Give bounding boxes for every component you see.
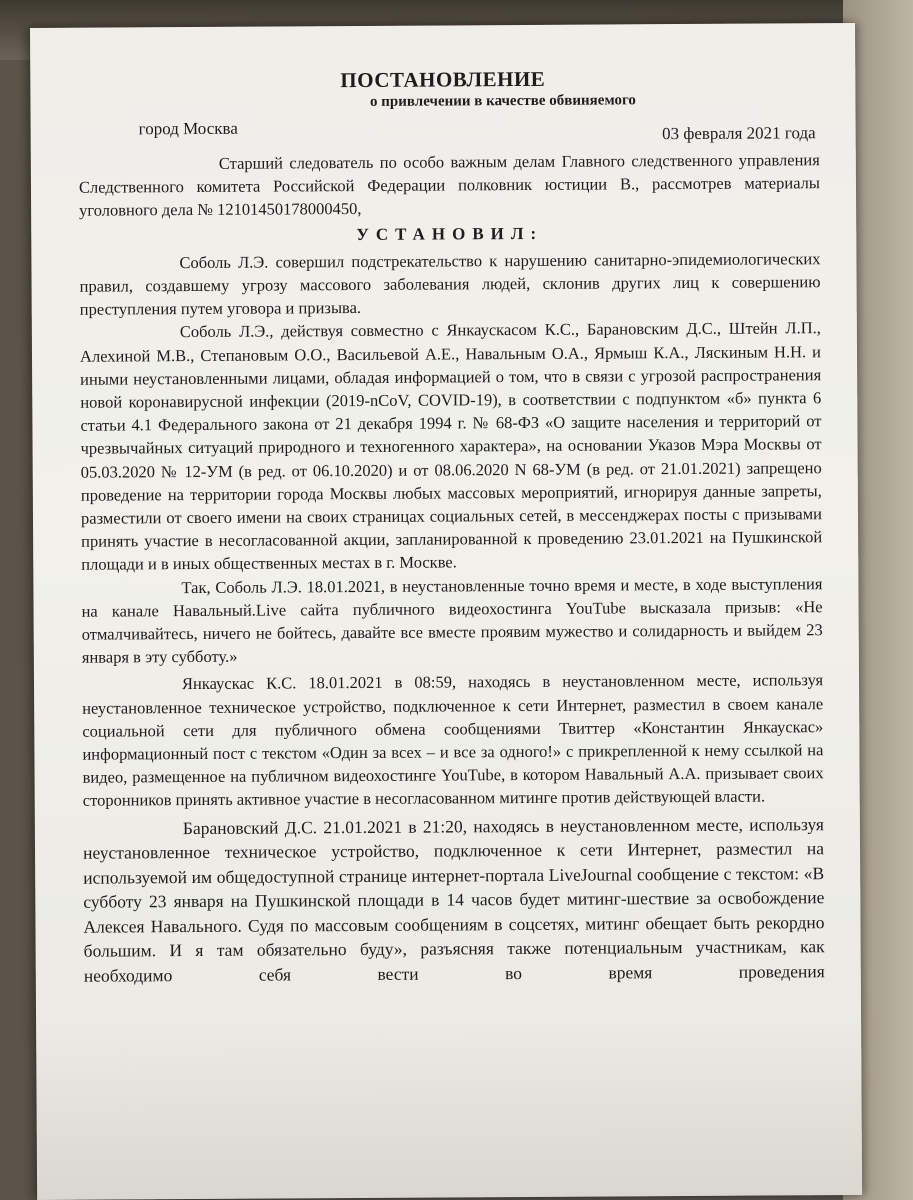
- document-title: ПОСТАНОВЛЕНИЕ: [340, 66, 546, 93]
- paragraph-5: Барановский Д.С. 21.01.2021 в 21:20, находясь в неустановленном месте, используя неустановленное техническое устройство, подключенное к сети Интернет, разместил на используемой им общедоступной странице интернет-портала LiveJournal сообщение с текстом: «В субботу 23 января на Пушкинской площади в 14 часов будет митинг-шествие за освобождение Алексея Навального. Судя по массовым сообщениям в соцсетях, митинг обещает быть рекордно большим. И я там обязательно буду», разъясняя также потенциальным участникам, как необходимо себя вести во время проведения: [82, 813, 825, 986]
- section-heading: УСТАНОВИЛ:: [356, 223, 544, 244]
- paragraph-2: Соболь Л.Э., действуя совместно с Янкаускасом К.С., Барановским Д.С., Штейн Л.П., Алехиной М.В., Степановым О.О., Васильевой А.Е., Навальным О.А., Ярмыш К.А., Ляскиным Н.Н. и иными неустановленными лицами, обладая информацией о том, что в связи с угрозой распространения новой коронавирусной инфекции (2019-nCoV, COVID-19), в соответствии с подпунктом «б» пункта 6 статьи 4.1 Федерального закона от 21 декабря 1994 г. № 68-ФЗ «О защите населения и территорий от чрезвычайных ситуаций природного и техногенного характера», на основании Указов Мэра Москвы от 05.03.2020 № 12-УМ (в ред. от 06.10.2020) и от 08.06.2020 N 68-УМ (в ред. от 21.01.2021) запрещено проведение на территории города Москвы любых массовых мероприятий, игнорируя данные запреты, разместили от своего имени на своих страницах социальных сетей, в мессенджерах посты с призывами принять участие в несогласованной акции, запланированной к проведению 23.01.2021 на Пушкинской площади и в иных общественных местах в г. Москве.: [79, 318, 823, 575]
- document-subtitle: о привлечении в качестве обвиняемого: [369, 92, 636, 110]
- document-page: [30, 23, 862, 1200]
- document-date: 03 февраля 2021 года: [662, 123, 816, 144]
- paragraph-1: Соболь Л.Э. совершил подстрекательство к нарушению санитарно-эпидемиологических правил, создавшему угрозу массового заболевания людей, склонив других лиц к совершению преступления путем уговора и призыва.: [79, 248, 821, 319]
- document-body: [79, 148, 825, 988]
- document-city: город Москва: [138, 118, 238, 139]
- paragraph-4: Янкаускас К.С. 18.01.2021 в 08:59, находясь в неустановленном месте, используя неустановленное техническое устройство, подключенное к сети Интернет, разместил в своем канале социальной сети для публичного обмена сообщениями Твиттер «Константин Янкаускас» информационный пост с текстом «Один за всех – и все за одного!» с прикрепленной к нему ссылкой на видео, размещенное на публичном видеохостинге YouTube, в котором Навальный А.А. призывает своих сторонников принять активное участие в несогласованном митинге против действующей власти.: [82, 670, 824, 811]
- intro-paragraph: Старший следователь по особо важным делам Главного следственного управления Следственного комитета Российской Федерации полковник юстиции В., рассмотрев материалы уголовного дела № 12101450178000450,: [78, 150, 821, 221]
- paragraph-3: Так, Соболь Л.Э. 18.01.2021, в неустановленные точно время и месте, в ходе выступления на канале Навальный.Live сайта публичного видеохостинга YouTube высказала призыв: «Не отмалчивайтесь, ничего не бойтесь, давайте все вместе проявим мужество и солидарность и выйдем 23 января в эту субботу.»: [81, 573, 823, 667]
